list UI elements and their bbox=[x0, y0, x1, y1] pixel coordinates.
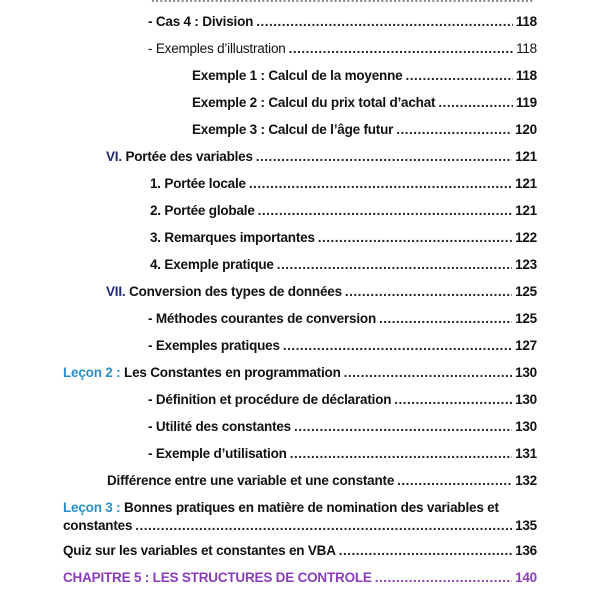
dot-leader bbox=[344, 364, 512, 382]
toc-page: 140 bbox=[515, 570, 537, 585]
toc-page: 119 bbox=[515, 95, 537, 110]
toc-label: 4. Exemple pratique bbox=[150, 257, 274, 272]
toc-entry[interactable] bbox=[192, 67, 537, 85]
toc-entry[interactable] bbox=[150, 256, 537, 274]
toc-label: - Exemples pratiques bbox=[148, 338, 280, 353]
toc-page: 121 bbox=[515, 203, 537, 218]
toc-label: - Exemple d’utilisation bbox=[148, 446, 287, 461]
dot-leader bbox=[318, 229, 512, 247]
dot-leader bbox=[394, 391, 512, 409]
toc-entry[interactable] bbox=[150, 229, 537, 247]
toc-entry[interactable] bbox=[192, 94, 537, 112]
toc-page: 131 bbox=[515, 446, 537, 461]
toc-label-wrap bbox=[106, 148, 253, 166]
toc-page: 121 bbox=[515, 149, 537, 164]
toc-page: 118 bbox=[515, 68, 537, 83]
toc-page: 121 bbox=[515, 176, 537, 191]
toc-page: 132 bbox=[515, 473, 537, 488]
dot-leader bbox=[397, 472, 512, 490]
toc-page: 118 bbox=[515, 14, 537, 29]
toc-page: 136 bbox=[515, 543, 537, 558]
toc-entry[interactable] bbox=[148, 445, 537, 463]
toc-entry[interactable] bbox=[148, 418, 537, 436]
toc-page: 123 bbox=[515, 257, 537, 272]
toc-label: Quiz sur les variables et constantes en VBA bbox=[63, 543, 336, 558]
toc-label: - Définition et procédure de déclaration bbox=[148, 392, 392, 407]
toc-entry[interactable] bbox=[150, 175, 537, 193]
toc-page: 125 bbox=[515, 311, 537, 326]
dot-leader bbox=[375, 569, 512, 587]
dot-leader bbox=[379, 310, 512, 328]
toc-label: - Utilité des constantes bbox=[148, 419, 291, 434]
toc-page: 130 bbox=[515, 392, 537, 407]
toc-entry-cut[interactable] bbox=[148, 0, 537, 7]
toc-page: 135 bbox=[515, 518, 537, 533]
toc-entry[interactable] bbox=[148, 13, 537, 31]
toc-page: 122 bbox=[515, 230, 537, 245]
toc-label: Différence entre une variable et une constante bbox=[107, 473, 395, 488]
section-number: VII. bbox=[106, 284, 126, 299]
toc-label-wrap bbox=[63, 364, 341, 382]
toc-label-wrap bbox=[106, 283, 342, 301]
toc-label: 2. Portée globale bbox=[150, 203, 255, 218]
dot-leader bbox=[277, 256, 512, 274]
toc-label: Portée des variables bbox=[121, 149, 253, 164]
toc-entry[interactable] bbox=[148, 40, 537, 58]
toc-page: 125 bbox=[515, 284, 537, 299]
toc-label: Conversion des types de données bbox=[125, 284, 342, 299]
dot-leader bbox=[135, 517, 512, 535]
dot-leader bbox=[249, 175, 512, 193]
toc-entry[interactable] bbox=[148, 391, 537, 409]
toc-label: Exemple 1 : Calcul de la moyenne bbox=[192, 68, 403, 83]
section-number: VI. bbox=[106, 149, 122, 164]
dot-leader bbox=[345, 283, 512, 301]
dot-leader bbox=[151, 0, 534, 7]
toc-entry[interactable] bbox=[192, 121, 537, 139]
toc-label: Bonnes pratiques en matière de nomination des variables et bbox=[120, 500, 499, 515]
toc-entry[interactable] bbox=[63, 542, 537, 560]
toc-entry[interactable] bbox=[148, 310, 537, 328]
toc-page: 130 bbox=[515, 365, 537, 380]
toc-page: 120 bbox=[515, 122, 537, 137]
toc-label: 3. Remarques importantes bbox=[150, 230, 315, 245]
dot-leader bbox=[438, 94, 513, 112]
toc-page: 127 bbox=[515, 338, 537, 353]
toc-chapter[interactable] bbox=[63, 569, 537, 587]
toc-entry[interactable] bbox=[148, 337, 537, 355]
dot-leader bbox=[258, 202, 512, 220]
toc-lesson-line2[interactable] bbox=[63, 517, 537, 535]
toc-label: - Méthodes courantes de conversion bbox=[148, 311, 376, 326]
toc-label: - Cas 4 : Division bbox=[148, 14, 254, 29]
lesson-number: Leçon 3 : bbox=[63, 500, 121, 515]
toc-lesson-line1[interactable] bbox=[63, 499, 537, 517]
toc-label: Exemple 3 : Calcul de l’âge futur bbox=[192, 122, 394, 137]
toc-lesson[interactable] bbox=[63, 364, 537, 382]
toc-page: 118 bbox=[516, 41, 537, 56]
dot-leader bbox=[283, 337, 512, 355]
toc-label: - Exemples d’illustration bbox=[148, 41, 286, 56]
dot-leader bbox=[290, 445, 512, 463]
lesson-number: Leçon 2 : bbox=[63, 365, 121, 380]
dot-leader bbox=[256, 148, 512, 166]
toc-section[interactable] bbox=[106, 148, 537, 166]
toc-label-continued: constantes bbox=[63, 518, 133, 533]
toc-entry[interactable] bbox=[107, 472, 537, 490]
toc-page: 130 bbox=[515, 419, 537, 434]
dot-leader bbox=[294, 418, 512, 436]
dot-leader bbox=[405, 67, 512, 85]
dot-leader bbox=[289, 40, 514, 58]
toc-label: CHAPITRE 5 : LES STRUCTURES DE CONTROLE bbox=[63, 570, 372, 585]
toc-label: 1. Portée locale bbox=[150, 176, 246, 191]
toc-section[interactable] bbox=[106, 283, 537, 301]
dot-leader bbox=[396, 121, 512, 139]
toc-label: Exemple 2 : Calcul du prix total d’achat bbox=[192, 95, 436, 110]
dot-leader bbox=[256, 13, 513, 31]
toc-entry[interactable] bbox=[150, 202, 537, 220]
toc-label: Les Constantes en programmation bbox=[120, 365, 341, 380]
dot-leader bbox=[339, 542, 512, 560]
